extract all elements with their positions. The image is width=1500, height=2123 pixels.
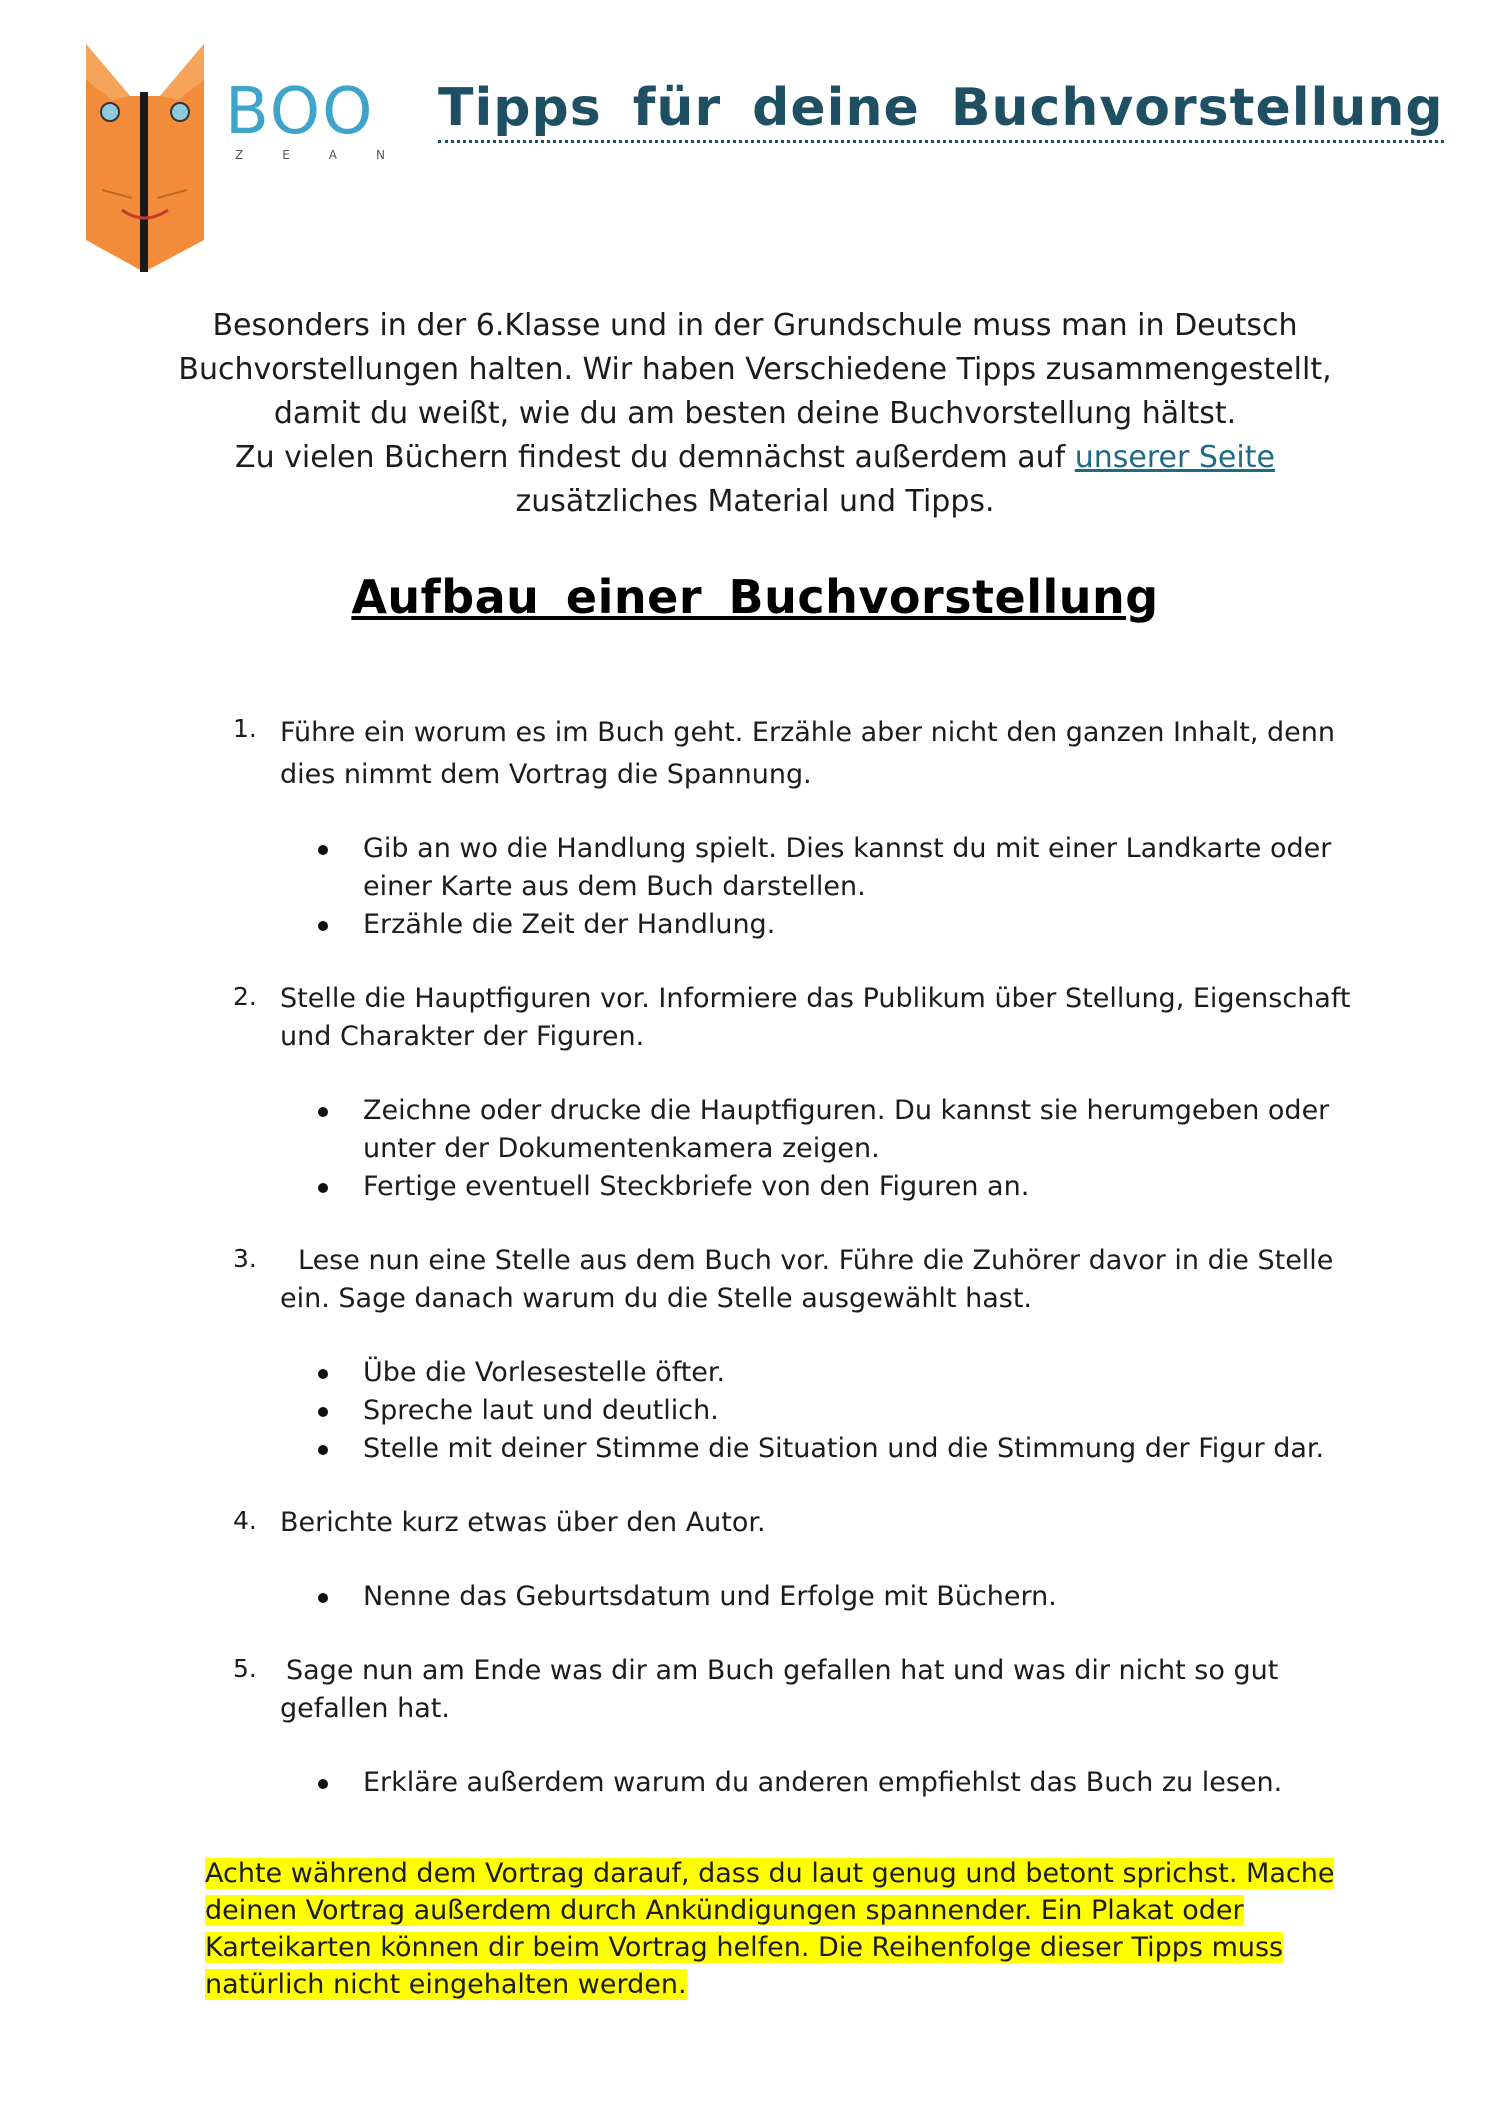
intro-line: zusätzliches Material und Tipps. — [515, 484, 995, 519]
bullet-item — [233, 1168, 1353, 1206]
bullet-dot-icon — [318, 1407, 328, 1417]
bullet-text: Zeichne oder drucke die Hauptfiguren. Du kannst sie herumgeben oder unter der Dokumentenkamera zeigen. — [363, 1095, 1330, 1164]
step-number: 1. — [233, 714, 257, 743]
bullet-text: Erzähle die Zeit der Handlung. — [363, 909, 776, 940]
intro-line: Buchvorstellungen halten. Wir haben Verschiedene Tipps zusammengestellt, — [178, 352, 1332, 387]
bullet-dot-icon — [318, 921, 328, 931]
step-number: 3. — [233, 1244, 257, 1273]
brand-wordmark — [225, 75, 385, 162]
bullet-text: Stelle mit deiner Stimme die Situation und die Stimmung der Figur dar. — [363, 1433, 1325, 1464]
bullet-list — [233, 830, 1353, 944]
bullet-item — [233, 1092, 1353, 1168]
step-text-content: Sage nun am Ende was dir am Buch gefallen hat und was dir nicht so gut gefallen hat. — [280, 1655, 1279, 1724]
bullet-item — [233, 830, 1353, 906]
brand-sub-letter: N — [376, 148, 385, 162]
step-text: Berichte kurz etwas über den Autor. — [280, 1507, 766, 1538]
step-item — [233, 1242, 1353, 1318]
intro-line: Zu vielen Büchern findest du demnächst außerdem auf — [235, 440, 1075, 475]
bullet-list — [233, 1092, 1353, 1206]
brand-sub-letter: E — [282, 148, 290, 162]
bullet-item — [233, 1430, 1353, 1468]
bullet-dot-icon — [318, 1369, 328, 1379]
step-text: Stelle die Hauptfiguren vor. Informiere das Publikum über Stellung, Eigenschaft und Charakter der Figuren. — [280, 983, 1351, 1052]
bullet-item — [233, 1354, 1353, 1392]
step-text — [280, 1652, 1353, 1728]
note-text: Achte während dem Vortrag darauf, dass du laut genug und betont sprichst. Mache deinen Vortrag außerdem durch Ankündigungen spannender. Ein Plakat oder Karteikarten können dir beim Vortrag helfen. Die Reihenfolge dieser Tipps muss natürlich nicht eingehalten werden. — [205, 1858, 1335, 2000]
step-number: 4. — [233, 1506, 257, 1535]
step-item — [233, 1504, 1353, 1542]
step-text-content: Lese nun eine Stelle aus dem Buch vor. Führe die Zuhörer davor in die Stelle ein. Sage danach warum du die Stelle ausgewählt hast. — [280, 1245, 1334, 1314]
intro-line: Besonders in der 6.Klasse und in der Grundschule muss man in Deutsch — [212, 308, 1298, 343]
brand-sub-letter: A — [328, 148, 338, 162]
intro-line: damit du weißt, wie du am besten deine Buchvorstellung hältst. — [273, 396, 1237, 431]
page-title: Tipps für deine Buchvorstellung — [438, 78, 1444, 143]
highlighted-note — [205, 1855, 1345, 2003]
brand-name: BOO — [225, 75, 375, 149]
bullet-item — [233, 1578, 1353, 1616]
bullet-dot-icon — [318, 1593, 328, 1603]
brand-sub-letter: Z — [235, 148, 244, 162]
bullet-dot-icon — [318, 1445, 328, 1455]
bullet-item — [233, 906, 1353, 944]
step-number: 2. — [233, 982, 257, 1011]
bullet-text: Fertige eventuell Steckbriefe von den Figuren an. — [363, 1171, 1030, 1202]
bullet-list — [233, 1764, 1353, 1802]
bullet-item — [233, 1764, 1353, 1802]
bullet-list — [233, 1354, 1353, 1468]
our-site-link[interactable]: unserer Seite — [1074, 440, 1275, 475]
step-item — [233, 1652, 1353, 1728]
section-title: Aufbau einer Buchvorstellung — [351, 570, 1159, 624]
step-text — [280, 1242, 1353, 1318]
bullet-dot-icon — [318, 1183, 328, 1193]
bullet-text: Nenne das Geburtsdatum und Erfolge mit Büchern. — [363, 1581, 1057, 1612]
bullet-text: Gib an wo die Handlung spielt. Dies kannst du mit einer Landkarte oder einer Karte aus dem Buch darstellen. — [363, 833, 1332, 902]
bullet-text: Übe die Vorlesestelle öfter. — [363, 1357, 726, 1388]
step-item — [233, 980, 1353, 1056]
bullet-dot-icon — [318, 1107, 328, 1117]
intro-paragraph — [160, 304, 1350, 524]
bullet-list — [233, 1578, 1353, 1616]
bullet-text: Spreche laut und deutlich. — [363, 1395, 719, 1426]
step-item — [233, 712, 1353, 796]
bullet-dot-icon — [318, 1779, 328, 1789]
bullet-text: Erkläre außerdem warum du anderen empfiehlst das Buch zu lesen. — [363, 1767, 1283, 1798]
bullet-item — [233, 1392, 1353, 1430]
brand-subtitle — [235, 148, 385, 162]
step-number: 5. — [233, 1654, 257, 1683]
bullet-dot-icon — [318, 845, 328, 855]
steps-list — [233, 712, 1353, 1802]
fox-logo-icon — [82, 40, 207, 272]
step-text: Führe ein worum es im Buch geht. Erzähle aber nicht den ganzen Inhalt, denn dies nimmt dem Vortrag die Spannung. — [280, 717, 1336, 790]
